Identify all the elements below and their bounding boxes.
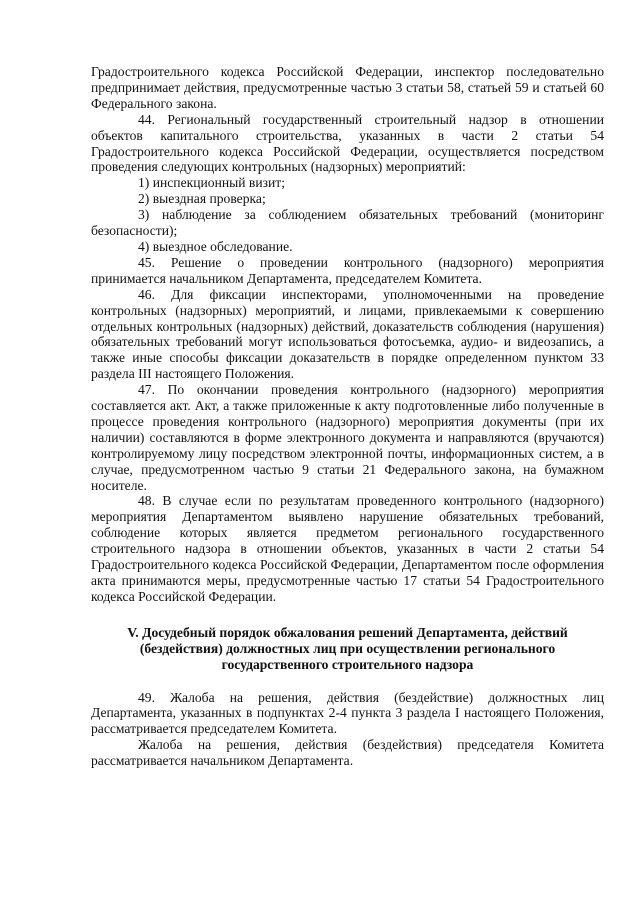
paragraph: Жалоба на решения, действия (бездействия) председателя Комитета рассматривается начальником Департамента.	[91, 737, 604, 769]
document-body	[91, 64, 604, 769]
paragraph: 2) выездная проверка;	[138, 191, 266, 207]
paragraph: 46. Для фиксации инспекторами, уполномоченными на проведение контрольных (надзорных) мероприятий, и лицами, привлекаемыми к совершению отдельных контрольных (надзорных) действий, доказательств соблюдения (нарушения) обязательных требований могут использоваться фотосъемка, аудио- и видеозапись, а также иные способы фиксации доказательств в порядке определенном пунктом 33 раздела III настоящего Положения.	[91, 286, 604, 382]
paragraph: 4) выездное обследование.	[138, 238, 293, 254]
paragraph: Градостроительного кодекса Российской Федерации, инспектор последовательно предпринимает действия, предусмотренные частью 3 статьи 58, статьей 59 и статьей 60 Федерального закона.	[91, 64, 604, 111]
paragraph: 49. Жалоба на решения, действия (бездействие) должностных лиц Департамента, указанных в подпунктах 2-4 пункта 3 раздела I настоящего Положения, рассматривается председателем Комитета.	[91, 689, 604, 737]
paragraph: 48. В случае если по результатам проведенного контрольного (надзорного) мероприятия Департаментом выявлено нарушение обязательных требований, соблюдение которых является предметом регионального государственного строительного надзора в отношении объектов, указанных в части 2 статьи 54 Градостроительного кодекса Российской Федерации, Департаментом после оформления акта принимаются меры, предусмотренные частью 17 статьи 54 Градостроительного кодекса Российской Федерации.	[91, 493, 604, 604]
paragraphs-after-section	[91, 690, 604, 770]
paragraphs-before-section	[91, 64, 604, 605]
section-heading: V. Досудебный порядок обжалования решений Департамента, действий (бездействия) должностных лиц при осуществлении регионального государственного строительного надзора	[127, 624, 568, 672]
paragraph: 3) наблюдение за соблюдением обязательных требований (мониторинг безопасности);	[91, 207, 604, 239]
paragraph: 44. Региональный государственный строительный надзор в отношении объектов капитального строительства, указанных в части 2 статьи 54 Градостроительного кодекса Российской Федерации, осуществляется посредством проведения следующих контрольных (надзорных) мероприятий:	[91, 111, 604, 175]
paragraph: 45. Решение о проведении контрольного (надзорного) мероприятия принимается начальником Департамента, председателем Комитета.	[91, 254, 604, 286]
paragraph: 1) инспекционный визит;	[138, 175, 285, 191]
paragraph: 47. По окончании проведения контрольного (надзорного) мероприятия составляется акт. Акт, а также приложенные к акту подготовленные либо полученные в процессе проведения контрольного (надзорного) мероприятия документы (при их наличии) составляются в форме электронного документа и направляются (вручаются) контролируемому лицу посредством электронной почты, информационных систем, а в случае, предусмотренном частью 9 статьи 21 Федерального закона, на бумажном носителе.	[91, 382, 604, 493]
